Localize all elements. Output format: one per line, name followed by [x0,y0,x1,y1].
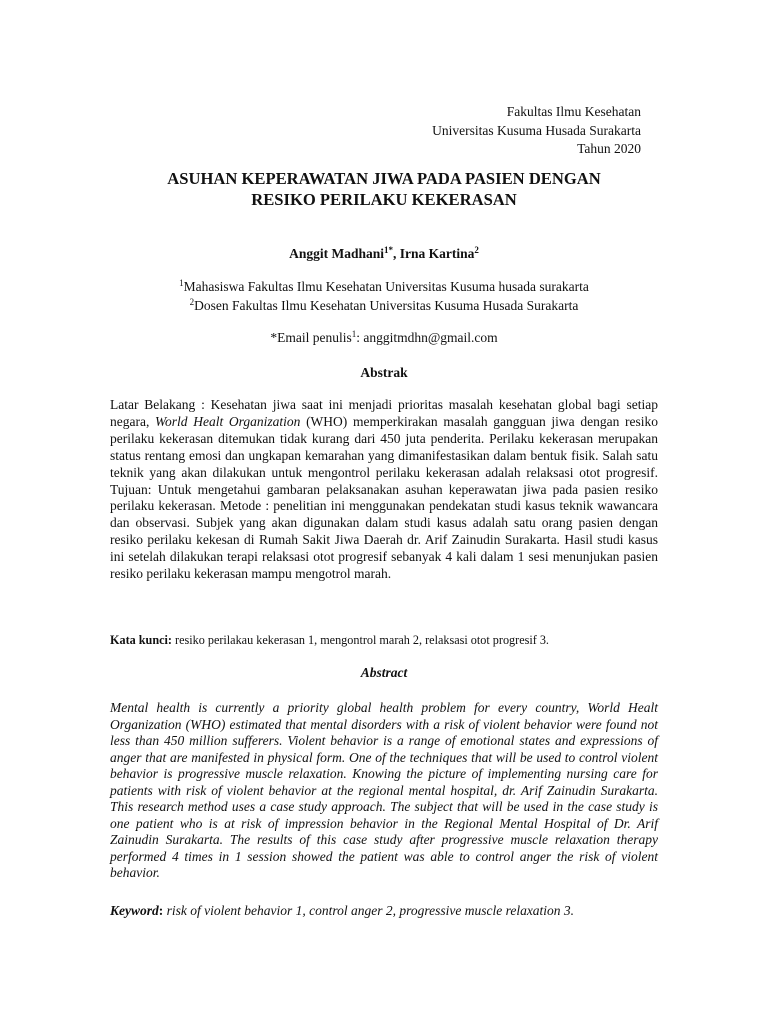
affiliation-2-marker: 2 [189,297,195,307]
university-name: Universitas Kusuma Husada Surakarta [432,122,641,138]
abstrak-heading: Abstrak [360,365,408,380]
affiliation-2-text: Dosen Fakultas Ilmu Kesehatan Universitas Kusuma Husada Surakarta [194,298,579,313]
author-1-name: Anggit Madhani [289,246,384,261]
paper-title [110,168,658,210]
title-line-1: ASUHAN KEPERAWATAN JIWA PADA PASIEN DENGAN [167,169,601,188]
title-line-2: RESIKO PERILAKU KEKERASAN [251,190,517,209]
institution-block [432,103,641,159]
keywords [110,903,658,919]
author-email [110,330,658,346]
author-1-marker: 1* [384,245,393,255]
keyword-label: Keyword [110,903,159,918]
author-2-marker: 2 [474,245,479,255]
author-line [110,246,658,262]
keyword-text: risk of violent behavior 1, control anger 2, progressive muscle relaxation 3. [163,903,575,918]
publication-year: Tahun 2020 [577,141,641,156]
email-label: *Email penulis [270,330,352,345]
abstract-body: Mental health is currently a priority global health problem for every country, World Healt Organization (WHO) estimated that mental disorders with a risk of violent behavior were found not less than 450 million sufferers. Violent behavior is a range of emotional states and expressions of anger that are manifested in physical form. One of the techniques that will be used to control violent behavior is progressive muscle relaxation. Knowing the picture of implementing nursing care for patients with risk of violent behavior at the regional mental hospital, dr. Arif Zainudin Surakarta. This research method uses a case study approach. The subject that will be used in the case study is one patient who is at risk of impression behavior in the Regional Mental Hospital of Dr. Arif Zainudin Surakarta. The results of this case study after progressive muscle relaxation therapy performed 4 times in 1 session showed the patient was able to control anger the risk of violent behavior. [110,700,658,880]
affiliation-1-marker: 1 [179,278,184,288]
author-separator: , [393,246,400,261]
faculty-name: Fakultas Ilmu Kesehatan [506,104,641,119]
affiliation-1 [110,277,658,296]
abstrak-text-2: (WHO) memperkirakan masalah gangguan jiwa dengan resiko perilaku kekerasan ditemukan tidak kurang dari 450 juta penderita. Perilaku kekerasan merupakan status rentang emosi dan ungkapan kemarahan yang dimanifestasikan dalam bentuk fisik. Salah satu teknik yang akan dilakukan untuk mengontrol perilaku kekerasan adalah relaksasi otot progresif. Tujuan: Untuk mengetahui gambaran pelaksanakan asuhan keperawatan jiwa pada pasien resiko perilaku kekerasan. Metode : penelitian ini menggunakan pendekatan studi kasus teknik wawancara dan observasi. Subjek yang akan digunakan dalam studi kasus adalah satu orang pasien dengan resiko perilaku kekesan di Rumah Sakit Jiwa Daerah dr. Arif Zainudin Surakarta. Hasil studi kasus ini setelah dilakukan terapi relaksasi otot progresif sebanyak 4 kali dalam 1 sesi menunjukan pasien resiko perilaku kekerasan mampu mengotrol marah. [110,413,658,582]
email-address: : anggitmdhn@gmail.com [356,330,498,345]
abstrak-text-1: Latar Belakang : Kesehatan jiwa saat ini menjadi prioritas masalah kesehatan global bagi setiap negara, [110,397,658,429]
kata-kunci [110,633,658,648]
email-marker: 1 [351,329,357,339]
abstract-heading: Abstract [360,665,408,680]
keyword-colon: : [158,903,164,918]
kata-kunci-text: resiko perilakau kekerasan 1, mengontrol marah 2, relaksasi otot progresif 3. [171,633,549,647]
affiliation-2 [110,296,658,315]
author-2-name: Irna Kartina [399,246,475,261]
affiliation-1-text: Mahasiswa Fakultas Ilmu Kesehatan Universitas Kusuma husada surakarta [183,279,589,294]
kata-kunci-label: Kata kunci: [110,633,172,647]
abstrak-body [110,397,658,583]
affiliations [110,277,658,315]
abstrak-who-name: World Healt Organization [155,413,301,429]
